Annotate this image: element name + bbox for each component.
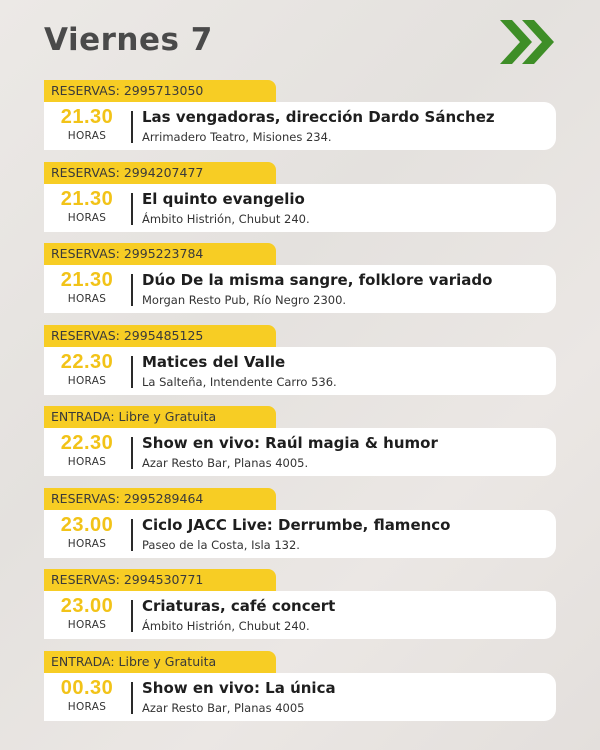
event-title: Las vengadoras, dirección Dardo Sánchez (142, 108, 495, 126)
event-time: 22.30 (60, 350, 114, 373)
hours-label: HORAS (67, 537, 107, 550)
hours-label: HORAS (67, 374, 107, 387)
event-tag: RESERVAS: 2995289464 (44, 488, 276, 510)
event-card (44, 673, 556, 721)
event-venue: Ámbito Histrión, Chubut 240. (142, 211, 310, 226)
page-title: Viernes 7 (44, 22, 213, 58)
event-item (44, 162, 556, 238)
divider (131, 600, 133, 632)
event-item (44, 325, 556, 401)
event-tag: ENTRADA: Libre y Gratuita (44, 406, 276, 428)
event-venue: Paseo de la Costa, Isla 132. (142, 537, 300, 552)
event-tag: RESERVAS: 2995485125 (44, 325, 276, 347)
event-title: Dúo De la misma sangre, folklore variado (142, 271, 493, 289)
event-title: Criaturas, café concert (142, 597, 336, 615)
event-time: 21.30 (60, 187, 114, 210)
event-card (44, 102, 556, 150)
hours-label: HORAS (67, 130, 107, 142)
hours-label: HORAS (67, 456, 107, 468)
event-time: 23.00 (60, 513, 114, 536)
event-venue: Ámbito Histrión, Chubut 240. (142, 619, 310, 633)
hours-label: HORAS (67, 211, 107, 224)
event-card (44, 265, 556, 313)
event-card (44, 184, 556, 232)
event-title: Matices del Valle (142, 352, 286, 371)
event-title: El quinto evangelio (142, 189, 305, 208)
event-tag: RESERVAS: 2995713050 (44, 80, 276, 102)
hours-label: HORAS (67, 293, 107, 305)
event-card (44, 428, 556, 476)
divider (131, 274, 133, 306)
event-item (44, 80, 556, 156)
event-item (44, 569, 556, 645)
event-tag: RESERVAS: 2994530771 (44, 569, 276, 591)
event-card (44, 347, 556, 395)
event-venue: Azar Resto Bar, Planas 4005 (142, 700, 305, 715)
event-item (44, 243, 556, 319)
event-card (44, 510, 556, 558)
divider (131, 437, 133, 469)
divider (131, 356, 133, 388)
event-title: Show en vivo: La única (142, 678, 336, 697)
event-item (44, 488, 556, 564)
divider (131, 111, 133, 143)
event-item (44, 406, 556, 482)
divider (131, 519, 133, 551)
divider (131, 682, 133, 714)
event-time: 00.30 (60, 676, 114, 699)
event-tag: RESERVAS: 2995223784 (44, 243, 276, 265)
event-tag: ENTRADA: Libre y Gratuita (44, 651, 276, 673)
event-card (44, 591, 556, 639)
event-title: Ciclo JACC Live: Derrumbe, flamenco (142, 515, 451, 534)
divider (131, 193, 133, 225)
event-time: 23.00 (60, 595, 114, 617)
hours-label: HORAS (67, 700, 107, 713)
double-chevron-right-icon[interactable] (498, 16, 558, 68)
event-time: 21.30 (60, 269, 114, 291)
event-venue: La Salteña, Intendente Carro 536. (142, 374, 337, 389)
event-time: 21.30 (60, 106, 114, 128)
event-time: 22.30 (60, 432, 114, 454)
event-tag: RESERVAS: 2994207477 (44, 162, 276, 184)
hours-label: HORAS (67, 619, 107, 631)
event-venue: Azar Resto Bar, Planas 4005. (142, 456, 309, 470)
event-venue: Arrimadero Teatro, Misiones 234. (142, 130, 332, 144)
event-item (44, 651, 556, 727)
event-title: Show en vivo: Raúl magia & humor (142, 434, 438, 452)
event-venue: Morgan Resto Pub, Río Negro 2300. (142, 293, 347, 307)
